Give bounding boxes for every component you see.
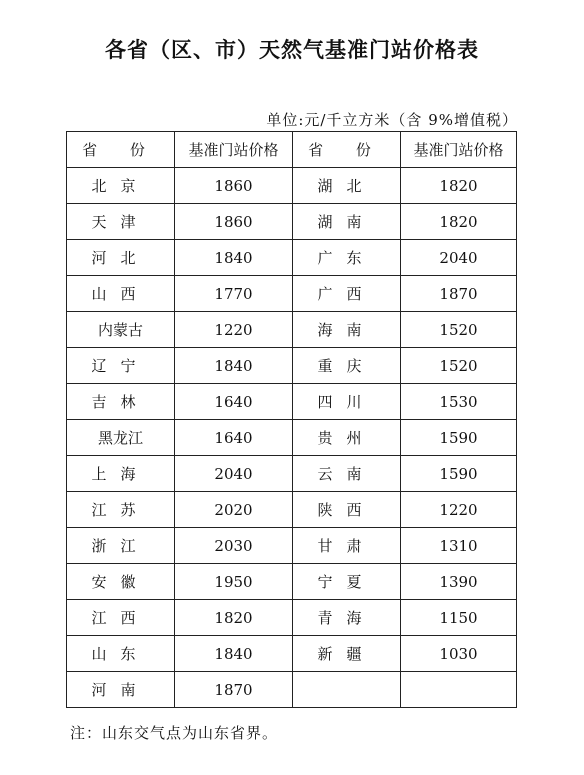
price-cell: 1840 xyxy=(175,348,293,384)
price-cell: 1840 xyxy=(175,240,293,276)
price-cell: 2040 xyxy=(401,240,517,276)
province-cell: 吉林 xyxy=(67,384,175,420)
price-cell: 1950 xyxy=(175,564,293,600)
price-cell xyxy=(401,672,517,708)
province-cell: 浙江 xyxy=(67,528,175,564)
header-province-right: 省 份 xyxy=(293,132,401,168)
province-cell: 贵州 xyxy=(293,420,401,456)
price-cell: 1820 xyxy=(175,600,293,636)
table-row xyxy=(67,528,517,564)
province-cell: 北京 xyxy=(67,168,175,204)
province-cell: 海南 xyxy=(293,312,401,348)
price-cell: 1870 xyxy=(175,672,293,708)
price-cell: 1520 xyxy=(401,348,517,384)
footnote: 注：山东交气点为山东省界。 xyxy=(70,724,279,742)
table-row xyxy=(67,384,517,420)
page-title: 各省（区、市）天然气基准门站价格表 xyxy=(105,37,479,62)
price-table-body xyxy=(67,132,517,708)
price-cell: 1520 xyxy=(401,312,517,348)
province-cell: 云南 xyxy=(293,456,401,492)
price-cell: 1840 xyxy=(175,636,293,672)
table-row xyxy=(67,276,517,312)
price-cell: 1530 xyxy=(401,384,517,420)
price-cell: 1590 xyxy=(401,456,517,492)
province-cell: 新疆 xyxy=(293,636,401,672)
province-cell: 上海 xyxy=(67,456,175,492)
header-province-left: 省 份 xyxy=(67,132,175,168)
table-row xyxy=(67,492,517,528)
header-price-left: 基准门站价格 xyxy=(175,132,293,168)
table-row xyxy=(67,636,517,672)
table-row xyxy=(67,672,517,708)
province-cell xyxy=(293,672,401,708)
price-cell: 1030 xyxy=(401,636,517,672)
province-cell: 山西 xyxy=(67,276,175,312)
price-cell: 2040 xyxy=(175,456,293,492)
price-cell: 2020 xyxy=(175,492,293,528)
price-cell: 1150 xyxy=(401,600,517,636)
table-row xyxy=(67,312,517,348)
province-cell: 宁夏 xyxy=(293,564,401,600)
price-cell: 1860 xyxy=(175,168,293,204)
province-cell: 陕西 xyxy=(293,492,401,528)
province-cell: 青海 xyxy=(293,600,401,636)
province-cell: 山东 xyxy=(67,636,175,672)
province-cell: 湖南 xyxy=(293,204,401,240)
price-cell: 1310 xyxy=(401,528,517,564)
price-cell: 1220 xyxy=(401,492,517,528)
province-cell: 广东 xyxy=(293,240,401,276)
province-cell: 河南 xyxy=(67,672,175,708)
province-cell: 四川 xyxy=(293,384,401,420)
province-cell: 江苏 xyxy=(67,492,175,528)
province-cell: 甘肃 xyxy=(293,528,401,564)
price-table xyxy=(66,131,517,708)
table-row xyxy=(67,564,517,600)
price-cell: 1640 xyxy=(175,420,293,456)
province-cell: 江西 xyxy=(67,600,175,636)
province-cell: 内蒙古 xyxy=(67,312,175,348)
province-cell: 重庆 xyxy=(293,348,401,384)
province-cell: 广西 xyxy=(293,276,401,312)
header-price-right: 基准门站价格 xyxy=(401,132,517,168)
price-cell: 1590 xyxy=(401,420,517,456)
province-cell: 安徽 xyxy=(67,564,175,600)
price-cell: 1220 xyxy=(175,312,293,348)
table-row xyxy=(67,204,517,240)
price-cell: 1870 xyxy=(401,276,517,312)
price-cell: 1770 xyxy=(175,276,293,312)
province-cell: 辽宁 xyxy=(67,348,175,384)
province-cell: 湖北 xyxy=(293,168,401,204)
province-cell: 黑龙江 xyxy=(67,420,175,456)
price-cell: 1820 xyxy=(401,204,517,240)
unit-label: 单位:元/千立方米（含 9%增值税） xyxy=(266,111,518,129)
table-row xyxy=(67,168,517,204)
price-cell: 1390 xyxy=(401,564,517,600)
province-cell: 天津 xyxy=(67,204,175,240)
table-row xyxy=(67,600,517,636)
province-cell: 河北 xyxy=(67,240,175,276)
table-row xyxy=(67,348,517,384)
table-row xyxy=(67,456,517,492)
price-cell: 1640 xyxy=(175,384,293,420)
price-cell: 1820 xyxy=(401,168,517,204)
table-row xyxy=(67,240,517,276)
header-row xyxy=(67,132,517,168)
price-cell: 1860 xyxy=(175,204,293,240)
table-row xyxy=(67,420,517,456)
price-cell: 2030 xyxy=(175,528,293,564)
